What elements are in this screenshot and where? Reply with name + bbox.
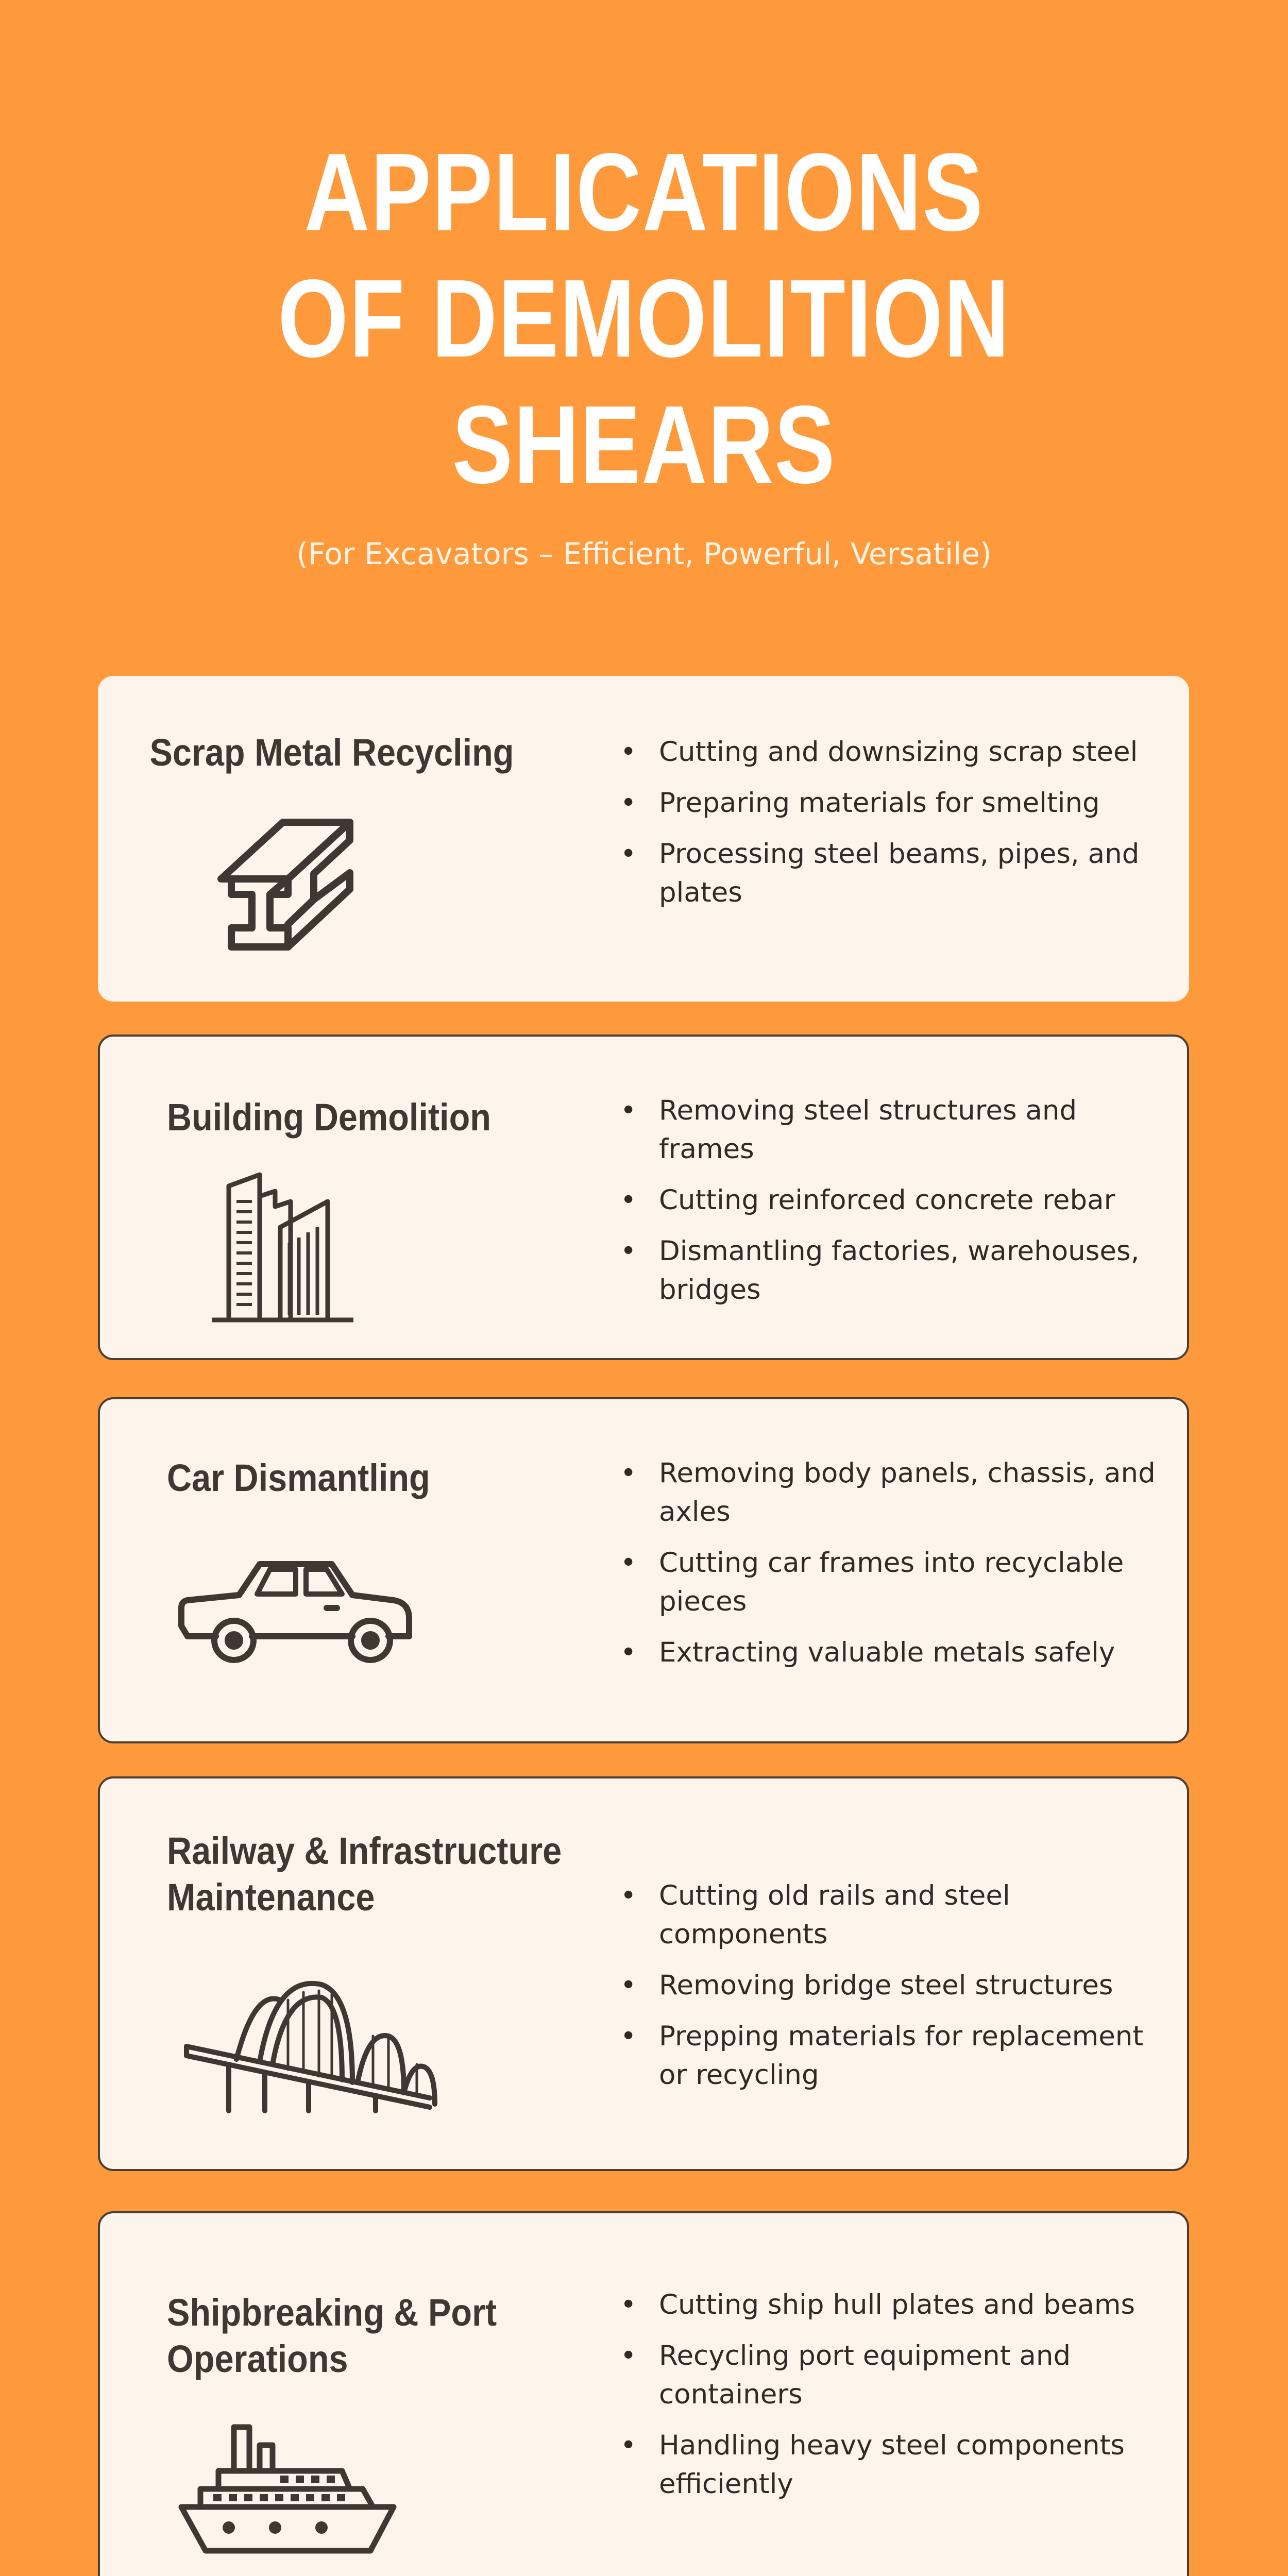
bullet: • (620, 2289, 637, 2320)
card-bullet-list (620, 1454, 1177, 1684)
card-bullet-list (620, 2285, 1177, 2516)
bullet: • (620, 1235, 637, 1267)
list-item (620, 835, 1177, 912)
list-item-text: Removing bridge steel structures (659, 1970, 1113, 2001)
card-bullet-list (620, 1091, 1177, 1321)
title-line-2: OF DEMOLITION (278, 256, 1010, 380)
card-title (167, 2290, 497, 2382)
list-item (620, 2017, 1177, 2094)
bullet: • (620, 1637, 637, 1668)
card-title (123, 730, 540, 776)
card-title (167, 1094, 491, 1141)
list-item-text: Processing steel beams, pipes, and plates (659, 838, 1140, 908)
bullet: • (620, 1095, 637, 1126)
car-icon (177, 1559, 414, 1672)
list-item (620, 1091, 1177, 1168)
list-item-text: Cutting ship hull plates and beams (659, 2289, 1136, 2320)
card-building-demolition (98, 1035, 1189, 1360)
card-title-line: Railway & Infrastructure (167, 1829, 562, 1872)
bullet: • (620, 1970, 637, 2001)
page-title (116, 129, 1172, 507)
bullet: • (620, 787, 637, 819)
bullet: • (620, 1458, 637, 1489)
bridge-icon (182, 1969, 450, 2113)
list-item-text: Preparing materials for smelting (659, 787, 1100, 819)
title-line-3: SHEARS (452, 382, 836, 506)
bullet: • (620, 838, 637, 870)
card-title-line: Scrap Metal Recycling (149, 731, 514, 774)
page-subtitle: (For Excavators – Efficient, Powerful, Versatile) (296, 536, 992, 571)
list-item (620, 2426, 1177, 2503)
list-item (620, 2336, 1177, 2414)
ship-icon (177, 2422, 399, 2556)
card-bullet-list (620, 1876, 1177, 2107)
building-icon (208, 1171, 358, 1325)
list-item-text: Dismantling factories, warehouses, bridges (659, 1235, 1140, 1306)
card-car-dismantling (98, 1397, 1189, 1743)
card-title-line: Building Demolition (167, 1096, 491, 1139)
list-item (620, 784, 1177, 822)
card-title-line: Maintenance (167, 1876, 375, 1919)
list-item-text: Handling heavy steel components efficiently (659, 2430, 1125, 2500)
list-item-text: Cutting car frames into recyclable pieces (659, 1547, 1124, 1617)
card-title-line: Operations (167, 2337, 348, 2380)
bullet: • (620, 736, 637, 768)
list-item (620, 2285, 1177, 2324)
list-item (620, 1544, 1177, 1621)
card-title-line: Car Dismantling (167, 1456, 430, 1499)
bullet: • (620, 1547, 637, 1579)
card-scrap-metal-recycling (98, 676, 1189, 1002)
card-shipbreaking-port (98, 2211, 1189, 2576)
bullet: • (620, 1880, 637, 1911)
list-item (620, 733, 1177, 771)
card-railway-infrastructure (98, 1776, 1189, 2171)
card-title (167, 1828, 562, 1921)
card-title (167, 1455, 430, 1501)
list-item (620, 1454, 1177, 1531)
list-item (620, 1876, 1177, 1954)
bullet: • (620, 1184, 637, 1216)
card-bullet-list (620, 733, 1177, 924)
list-item (620, 1966, 1177, 2005)
list-item-text: Removing body panels, chassis, and axles (659, 1458, 1156, 1528)
list-item-text: Extracting valuable metals safely (659, 1637, 1115, 1668)
list-item-text: Cutting reinforced concrete rebar (659, 1184, 1115, 1216)
bullet: • (620, 2021, 637, 2052)
list-item (620, 1232, 1177, 1309)
list-item-text: Cutting and downsizing scrap steel (659, 736, 1138, 768)
list-item-text: Removing steel structures and frames (659, 1095, 1077, 1165)
steel-beam-icon (211, 812, 355, 956)
list-item-text: Recycling port equipment and containers (659, 2340, 1071, 2410)
list-item-text: Cutting old rails and steel components (659, 1880, 1010, 1950)
card-title-line: Shipbreaking & Port (167, 2291, 497, 2334)
bullet: • (620, 2430, 637, 2461)
list-item-text: Prepping materials for replacement or recycling (659, 2021, 1144, 2091)
bullet: • (620, 2340, 637, 2371)
list-item (620, 1181, 1177, 1219)
list-item (620, 1633, 1177, 1672)
title-line-1: APPLICATIONS (304, 130, 984, 254)
